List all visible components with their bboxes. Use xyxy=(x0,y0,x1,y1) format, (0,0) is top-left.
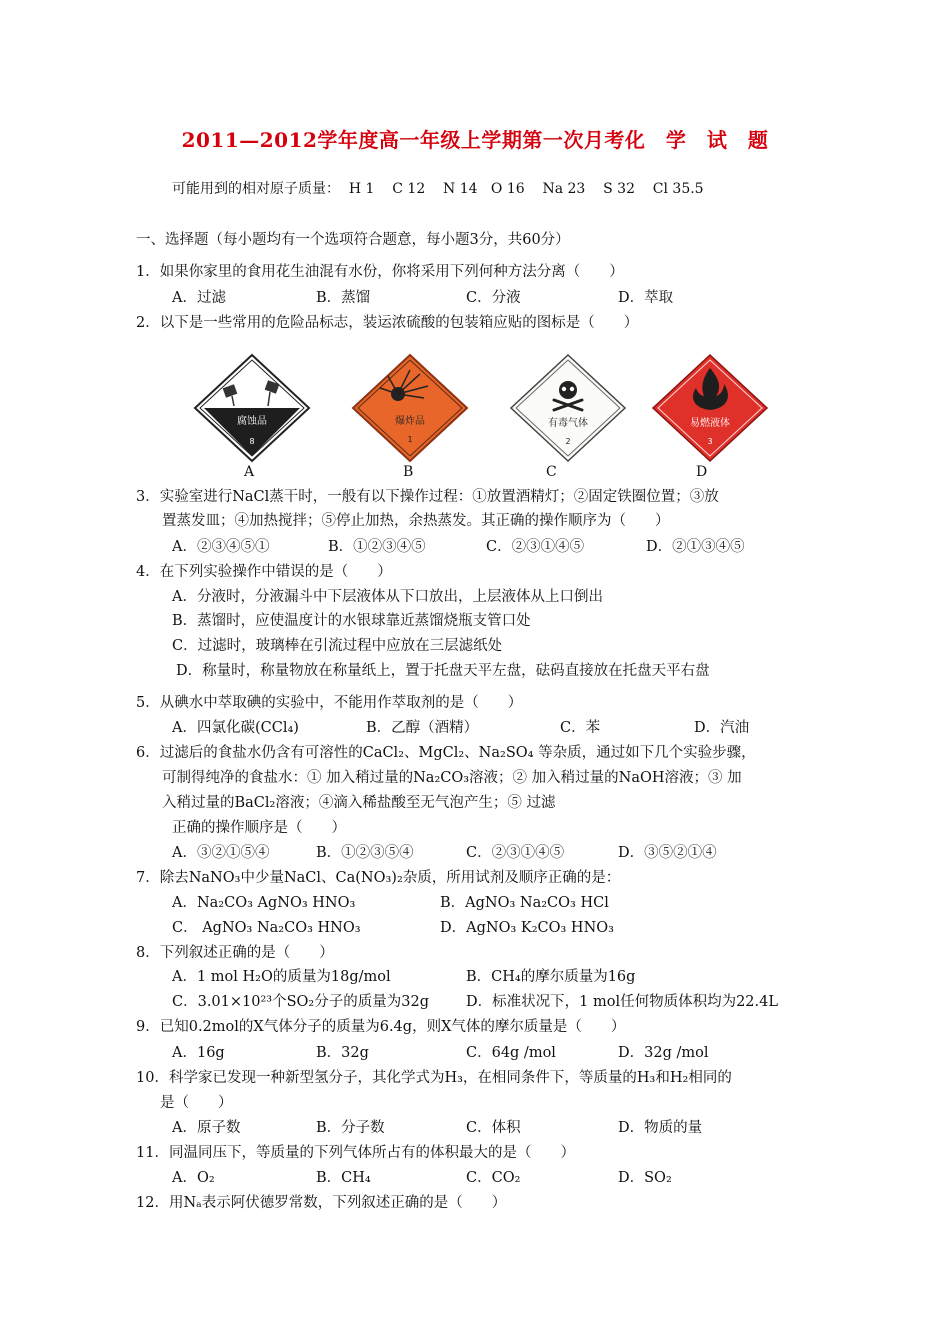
atomic-mass-line: 可能用到的相对原子质量： H 1 C 12 N 14 O 16 Na 23 S 32 Cl 35.5 xyxy=(172,181,704,197)
question-12: 12．用Nₐ表示阿伏德罗常数，下列叙述正确的是（ ） xyxy=(136,1195,507,1211)
q6-option-b: B．①②③⑤④ xyxy=(316,845,414,861)
question-6-line-2: 可制得纯净的食盐水：① 加入稍过量的Na₂CO₃溶液；② 加入稍过量的NaOH溶液；③ 加 xyxy=(162,770,742,786)
question-10-line-1: 10．科学家已发现一种新型氢分子，其化学式为H₃，在相同条件下，等质量的H₃和H₂相同的 xyxy=(136,1070,732,1086)
question-6-line-3: 入稍过量的BaCl₂溶液；④滴入稀盐酸至无气泡产生；⑤ 过滤 xyxy=(162,795,556,811)
q4-option-b: B．蒸馏时，应使温度计的水银球靠近蒸馏烧瓶支管口处 xyxy=(172,613,531,629)
question-1: 1．如果你家里的食用花生油混有水份，你将采用下列何种方法分离（ ） xyxy=(136,264,624,280)
question-3-line-1: 3．实验室进行NaCl蒸干时，一般有以下操作过程：①放置酒精灯；②固定铁圈位置；③放 xyxy=(136,489,719,505)
sign-c-label: 有毒气体 xyxy=(548,418,588,429)
q6-option-c: C．②③①④⑤ xyxy=(466,845,565,861)
corrosive-sign xyxy=(192,352,312,464)
sign-b-label: 爆炸品 xyxy=(395,416,425,427)
sign-a-number: 8 xyxy=(249,437,255,446)
corrosive-diamond-icon xyxy=(192,352,312,464)
question-8: 8．下列叙述正确的是（ ） xyxy=(136,945,334,961)
q3-option-d: D．②①③④⑤ xyxy=(646,539,745,555)
q1-option-c: C．分液 xyxy=(466,290,521,306)
q7-option-a: A．Na₂CO₃ AgNO₃ HNO₃ xyxy=(172,895,356,911)
section-heading: 一、选择题（每小题均有一个选项符合题意，每小题3分，共60分） xyxy=(136,232,570,248)
q11-option-b: B．CH₄ xyxy=(316,1170,371,1186)
question-9: 9．已知0.2mol的X气体分子的质量为6.4g，则X气体的摩尔质量是（ ） xyxy=(136,1019,626,1035)
toxic-gas-sign xyxy=(508,352,628,464)
q1-option-d: D．萃取 xyxy=(618,290,674,306)
sign-d-label: 易燃液体 xyxy=(690,418,730,429)
q11-option-a: A．O₂ xyxy=(172,1170,215,1186)
toxic-gas-diamond-icon xyxy=(508,352,628,464)
page-title: 2011—2012学年度高一年级上学期第一次月考化 学 试 题 xyxy=(181,128,769,152)
flammable-liquid-diamond-icon xyxy=(650,352,770,464)
q9-option-a: A．16g xyxy=(172,1045,225,1061)
sign-d-number: 3 xyxy=(707,437,713,446)
q9-option-b: B．32g xyxy=(316,1045,369,1061)
explosive-diamond-icon xyxy=(350,352,470,464)
q5-option-b: B．乙醇（酒精） xyxy=(366,720,479,736)
q10-option-d: D．物质的量 xyxy=(618,1120,703,1136)
q10-option-c: C．体积 xyxy=(466,1120,521,1136)
sign-a-label: 腐蚀品 xyxy=(237,416,267,427)
question-3-line-2: 置蒸发皿；④加热搅拌；⑤停止加热，余热蒸发。其正确的操作顺序为（ ） xyxy=(162,513,670,529)
q5-option-c: C．苯 xyxy=(560,720,601,736)
sign-d-letter: D xyxy=(696,464,708,480)
sign-c-number: 2 xyxy=(565,437,571,446)
q8-option-b: B．CH₄的摩尔质量为16g xyxy=(466,969,636,985)
question-10-line-2: 是（ ） xyxy=(160,1095,233,1111)
sign-a-letter: A xyxy=(244,464,255,480)
q6-option-d: D．③⑤②①④ xyxy=(618,845,717,861)
q4-option-d: D．称量时，称量物放在称量纸上，置于托盘天平左盘，砝码直接放在托盘天平右盘 xyxy=(176,663,710,679)
q8-option-d: D．标准状况下，1 mol任何物质体积均为22.4L xyxy=(466,994,778,1010)
q11-option-d: D．SO₂ xyxy=(618,1170,672,1186)
q3-option-a: A．②③④⑤① xyxy=(172,539,270,555)
question-4: 4．在下列实验操作中错误的是（ ） xyxy=(136,564,392,580)
question-7: 7．除去NaNO₃中少量NaCl、Ca(NO₃)₂杂质，所用试剂及顺序正确的是： xyxy=(136,870,621,886)
q7-option-b: B．AgNO₃ Na₂CO₃ HCl xyxy=(440,895,609,911)
q1-option-b: B．蒸馏 xyxy=(316,290,371,306)
q1-option-a: A．过滤 xyxy=(172,290,226,306)
sign-b-number: 1 xyxy=(407,435,413,444)
q8-option-a: A．1 mol H₂O的质量为18g/mol xyxy=(172,969,391,985)
question-5: 5．从碘水中萃取碘的实验中，不能用作萃取剂的是（ ） xyxy=(136,695,523,711)
q4-option-c: C．过滤时，玻璃棒在引流过程中应放在三层滤纸处 xyxy=(172,638,503,654)
question-2: 2．以下是一些常用的危险品标志，装运浓硫酸的包装箱应贴的图标是（ ） xyxy=(136,315,639,331)
q10-option-b: B．分子数 xyxy=(316,1120,385,1136)
q5-option-a: A．四氯化碳(CCl₄) xyxy=(172,720,299,736)
q9-option-c: C．64g /mol xyxy=(466,1045,556,1061)
q11-option-c: C．CO₂ xyxy=(466,1170,521,1186)
q5-option-d: D．汽油 xyxy=(694,720,750,736)
q9-option-d: D．32g /mol xyxy=(618,1045,709,1061)
q6-option-a: A．③②①⑤④ xyxy=(172,845,270,861)
question-11: 11．同温同压下，等质量的下列气体所占有的体积最大的是（ ） xyxy=(136,1145,575,1161)
sign-c-letter: C xyxy=(546,464,557,480)
flammable-liquid-sign xyxy=(650,352,770,464)
question-6-line-1: 6．过滤后的食盐水仍含有可溶性的CaCl₂、MgCl₂、Na₂SO₄ 等杂质，通过如下几个实验步骤， xyxy=(136,745,756,761)
q3-option-c: C．②③①④⑤ xyxy=(486,539,585,555)
question-6-line-4: 正确的操作顺序是（ ） xyxy=(172,820,346,836)
sign-b-letter: B xyxy=(403,464,414,480)
q7-option-c: C． AgNO₃ Na₂CO₃ HNO₃ xyxy=(172,920,361,936)
q7-option-d: D．AgNO₃ K₂CO₃ HNO₃ xyxy=(440,920,614,936)
q8-option-c: C．3.01×10²³个SO₂分子的质量为32g xyxy=(172,994,429,1010)
q4-option-a: A．分液时，分液漏斗中下层液体从下口放出，上层液体从上口倒出 xyxy=(172,589,603,605)
q10-option-a: A．原子数 xyxy=(172,1120,241,1136)
explosive-sign xyxy=(350,352,470,464)
q3-option-b: B．①②③④⑤ xyxy=(328,539,426,555)
